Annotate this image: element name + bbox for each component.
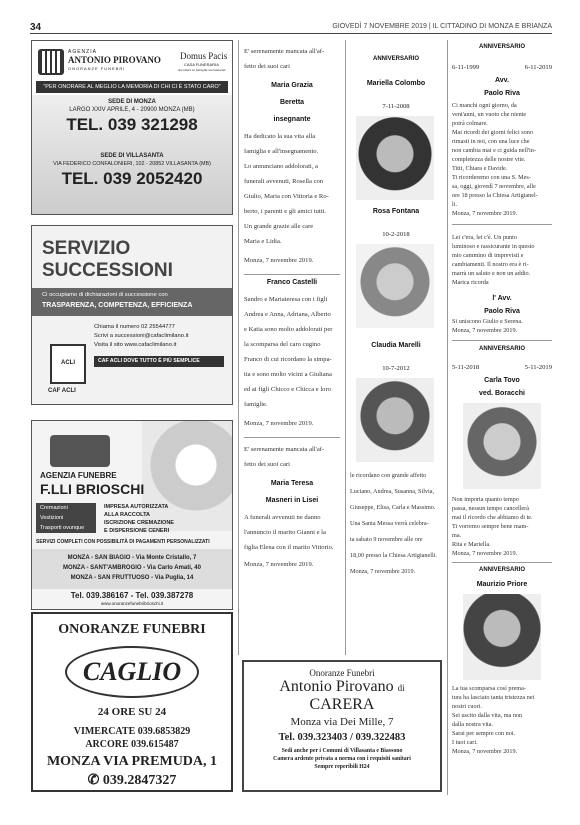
c4-text-2b: Si uniscono Giulio e Serena. Monza, 7 novembre 2019.: [452, 318, 523, 334]
c4-text-1: Ci manchi ogni giorno, da vent'anni, un vuoto che niente potrà colmare. Mai ricordi dei giorni felici sono rimasti in noi, con una luce che non cambia mai e ci guida nell'in- completezza delle nostre vite. Titti, Chiara e Davide. Ti ricorderemo con una S. Mes- sa, oggi, giovedì 7 novembre, alle ore 18 presso la Chiesa Artigianel- li. Monza, 7 novembre 2019.: [452, 102, 538, 217]
c4-dates-1: 6-11-1999 6-11-2019: [452, 64, 552, 71]
ob3-text: A funerali avvenuti ne danno l'annuncio il marito Gianni e la figlia Elena con il marito Vittorio.: [244, 514, 334, 551]
c4-text-4: La tua scomparsa così prema- tura ha lasciato tanta tristezza nei nostri cuori. Sei uscito dalla vita, ma non dalla nostra vita. Sarai per sempre con noi. I tuoi cari. Monza, 7 novembre 2019.: [452, 685, 535, 755]
impresa-3: ISCRIZIONE CREMAZIONE: [104, 520, 174, 526]
ad4-h24: 24 ORE SU 24: [97, 706, 167, 718]
anniv-label: ANNIVERSARIO: [372, 56, 419, 62]
addr2: VIA FEDERICO CONFALONIERI, 102 - 20852 VILLASANTA (MB): [53, 161, 211, 167]
ob1-text: Ha dedicato la sua vita alla famiglia e all'insegnamento. Lo annunciano addolorati, a funerali avvenuti, Rosella con Giulio, Maria con Vittoria e Ro- berto, i parenti e gli amici tutti. Un grande grazie alle care Maria e Lidia.: [244, 133, 329, 245]
rule: [244, 274, 340, 275]
header-text: GIOVEDÌ 7 NOVEMBRE 2019 | IL CITTADINO DI MONZA E BRIANZA: [332, 23, 552, 30]
service-1: Cremazioni: [40, 505, 68, 511]
ad5-addr: Monza via Dei Mille, 7: [290, 716, 394, 728]
c4-anniv-1: ANNIVERSARIO: [478, 44, 525, 50]
column-3: [350, 56, 442, 579]
tel2: TEL. 039 2052420: [61, 169, 203, 188]
column-4: [452, 44, 552, 756]
ad2-d2: TRASPARENZA, COMPETENZA, EFFICIENZA: [42, 302, 193, 309]
col-sep-3: [447, 40, 448, 795]
ad5-s3: Sempre reperibili H24: [314, 764, 370, 770]
acli-logo-icon: [50, 344, 86, 384]
addr-box: [32, 549, 232, 589]
c3-name-3: Claudia Marelli: [371, 342, 421, 349]
impresa-2: ALLA RACCOLTA: [104, 512, 151, 518]
service-3: Trasporti ovunque: [40, 525, 85, 531]
brand-sub: ONORANZE FUNEBRI: [68, 66, 126, 71]
column-2: [244, 44, 340, 572]
ad2-t2: SUCCESSIONI: [42, 260, 173, 281]
ob1-date: Monza, 7 novembre 2019.: [244, 257, 314, 264]
ad2-c3: Visita il sito www.cafaclimilano.it: [94, 342, 177, 348]
c3-text: le ricordano con grande affetto Luciano, Andrea, Susanna, Silvia, Giuseppe, Elisa, Carla e Massimo. Una Santa Messa verrà celebra- ta sabato 9 novembre alle ore 18,00 presso la Chiesa Artigianelli.: [350, 472, 437, 559]
c4-anniv-3: ANNIVERSARIO: [478, 346, 525, 352]
photo-tovo: [463, 403, 541, 489]
page-number: 34: [30, 22, 42, 33]
ad4-v: VIMERCATE 039.6853829: [73, 726, 191, 737]
ob1-name-b: Beretta: [279, 99, 305, 106]
ob3-name-b: Masneri in Lisei: [265, 497, 319, 504]
col-sep-1: [238, 40, 239, 655]
ob3-intro: E' serenamente mancata all'af- fetto dei suoi cari: [244, 446, 325, 468]
ad5-s2: Camera ardente privata a norma con i requisiti sanitari: [273, 756, 411, 762]
ad5-s1: Sedi anche per i Comuni di Villasanta e Biassono: [281, 748, 403, 754]
c3-date-3: 10-7-2012: [382, 365, 410, 372]
impresa-1: IMPRESA AUTORIZZATA: [104, 504, 169, 510]
ad4-a: ARCORE 039.615487: [85, 739, 179, 750]
rule: [452, 224, 552, 225]
rule: [452, 340, 552, 341]
slogan: "PER ONORARE AL MEGLIO LA MEMORIA DI CHI CI È STATO CARO": [36, 81, 228, 93]
addr1: LARGO XXIV APRILE, 4 - 20900 MONZA (MB): [69, 107, 195, 113]
ad-caglio: [31, 612, 233, 792]
rule: [244, 437, 340, 438]
ad5-t1: Onoranze Funebri: [309, 668, 375, 678]
ob2-name: Franco Castelli: [266, 279, 318, 286]
ob3-name-a: Maria Teresa: [270, 480, 314, 487]
c4-name-2: Paolo Riva: [484, 308, 520, 315]
ob3-date: Monza, 7 novembre 2019.: [244, 561, 314, 568]
c4-name-4: Maurizio Priore: [476, 581, 528, 588]
c4-title-1: Avv.: [494, 77, 509, 84]
c3-date: Monza, 7 novembre 2019.: [350, 568, 416, 575]
photo-marelli: [356, 378, 434, 462]
ad2-caf: CAF ACLI: [48, 388, 76, 394]
agenzia-label: AGENZIA: [68, 49, 97, 55]
ob1-role: insegnante: [273, 116, 311, 123]
sede1: SEDE DI MONZA: [108, 99, 156, 105]
ob1-intro: E' serenamente mancata all'af- fetto dei suoi cari: [244, 48, 325, 70]
domus-tag: Ascoltare la famiglia serenamente: [178, 68, 226, 72]
domus-title: Domus Pacis: [180, 51, 228, 61]
c3-name-2: Rosa Fontana: [372, 208, 420, 215]
c4-text-3: Non importa quanto tempo passa, nessun tempo cancellerà mai il ricordo che abbiamo di te. Ti vorremo sempre bene mam- ma. Rita e Mariella. Monza, 7 novembre 2019.: [452, 496, 533, 557]
c4-name-1: Paolo Riva: [484, 90, 520, 97]
c4-name-3: Carla Tovo: [484, 377, 520, 384]
ob2-text: Sandro e Mariateresa con i figli Andrea e Anna, Adriana, Alberto e Katia sono molto addolorati per la scomparsa del caro cugino Franco di cui ricordano la simpa- tia e sono molto vicini a Giuliana ed ai figli Chicco e Chicca e loro famiglie.: [244, 296, 333, 408]
pirovano-logo-icon: [38, 49, 64, 75]
ad-caf-acli: [31, 225, 233, 405]
ad3-name: F.LLI BRIOSCHI: [40, 481, 145, 497]
photo-priore: [463, 594, 541, 680]
domus-sub: CASA FUNERARIA: [184, 62, 219, 67]
sede2: SEDE DI VILLASANTA: [100, 153, 164, 159]
ad-pirovano: [31, 40, 233, 215]
ad5-brand: Antonio Pirovano di: [279, 678, 405, 695]
photo-colombo: [356, 116, 434, 200]
addr-2: MONZA - SANT'AMBROGIO - Via Carlo Amati, 40: [63, 565, 201, 571]
carriage-icon: [50, 435, 110, 467]
ad3-web: www.onoranzefunebribrioschi.it: [100, 601, 164, 606]
services-box: [36, 503, 96, 533]
ad2-d1: Ci occupiamo di dichiarazioni di successione con: [42, 292, 168, 298]
c4-name-3b: ved. Boracchi: [479, 390, 525, 397]
c3-name-1: Mariella Colombo: [366, 80, 426, 87]
ad5-tel: Tel. 039.323403 / 039.322483: [278, 732, 406, 743]
c4-dates-3: 5-11-2018 5-11-2019: [452, 364, 552, 371]
addr-1: MONZA - SAN BIAGIO - Via Monte Cristallo, 7: [67, 555, 197, 561]
header-rule: [30, 33, 552, 34]
addr-3: MONZA - SAN FRUTTUOSO - Via Puglia, 14: [70, 575, 194, 581]
ad3-completi: SERVIZI COMPLETI CON POSSIBILITÀ DI PAGAMENTI PERSONALIZZATI: [36, 539, 210, 545]
ob1-name-a: Maria Grazia: [271, 82, 313, 89]
ad4-m: MONZA VIA PREMUDA, 1: [46, 754, 218, 769]
ad5-t3: CARERA: [309, 696, 375, 713]
ad2-c2: Scrivi a successioni@cafaclimilano.it: [94, 333, 189, 339]
c4-text-2: Lei c'era, lei c'è. Un punto luminoso e rassicurante in questo mio cammino di imprevisti e cambiamenti. Il nostro era è ri- marrà un saluto e non un addio. Marica ricorda: [452, 234, 535, 286]
ad-pirovano-carera: [242, 660, 442, 792]
ad-brioschi: [31, 420, 233, 610]
photo-fontana: [356, 244, 434, 328]
ad4-tel: ✆ 039.2847327: [87, 773, 177, 788]
ad4-name: CAGLIO: [65, 646, 199, 698]
c3-date-1: 7-11-2008: [382, 103, 410, 110]
service-2: Vestizioni: [40, 515, 64, 521]
acli-logo-text: ACLI: [61, 360, 75, 366]
ob2-date: Monza, 7 novembre 2019.: [244, 420, 314, 427]
ad3-tel: Tel. 039.386167 - Tel. 039.387278: [70, 591, 194, 600]
rule: [452, 562, 552, 563]
impresa-box: [104, 503, 174, 535]
col-sep-2: [345, 40, 346, 655]
c4-anniv-4: ANNIVERSARIO: [478, 567, 525, 573]
ad2-badge: CAF ACLI DOVE TUTTO È PIÙ SEMPLICE: [94, 356, 224, 367]
ad2-t1: SERVIZIO: [42, 238, 131, 259]
ad3-agenzia: AGENZIA FUNEBRE: [40, 471, 117, 480]
tel1: TEL. 039 321298: [66, 115, 198, 134]
impresa-4: E DISPERSIONE CENERI: [104, 528, 170, 534]
ad4-t: ONORANZE FUNEBRI: [58, 622, 206, 637]
ad2-c1: Chiama il numero 02 25544777: [94, 324, 175, 330]
pirovano-brand: ANTONIO PIROVANO: [68, 55, 161, 65]
c3-date-2: 10-2-2018: [382, 231, 410, 238]
c4-title-2: l' Avv.: [492, 295, 512, 302]
